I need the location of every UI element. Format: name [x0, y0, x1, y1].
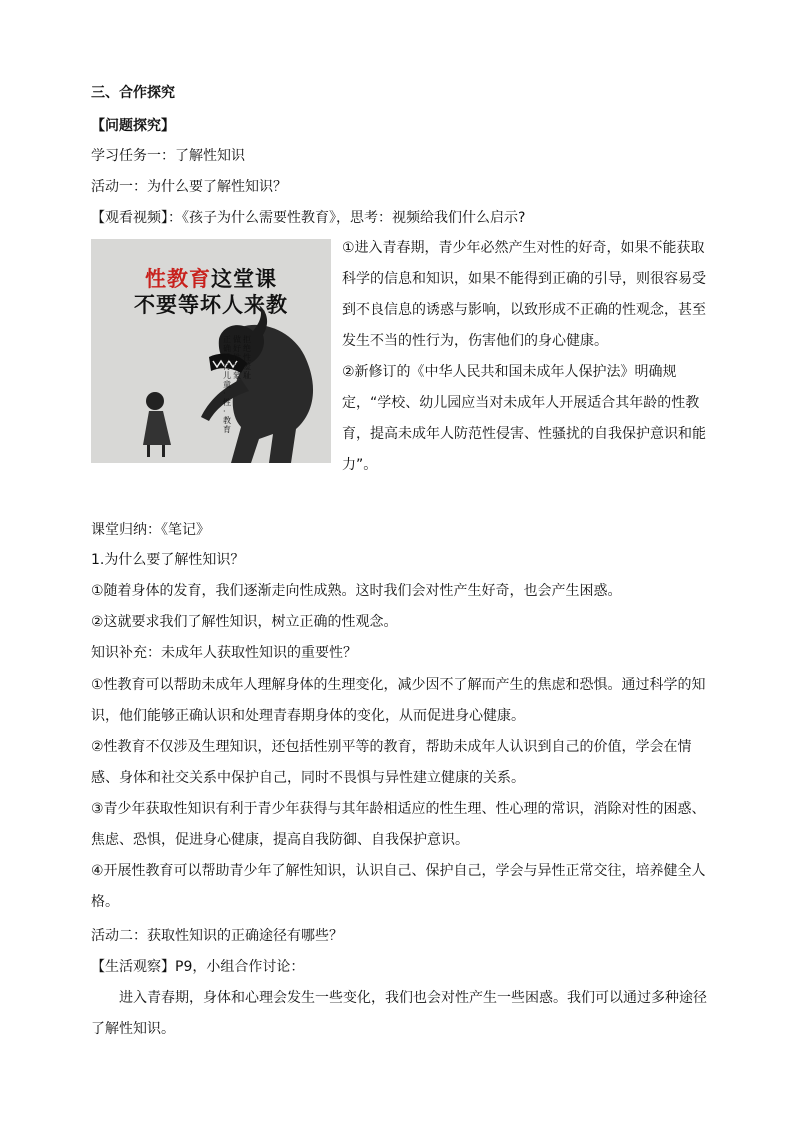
supplement-point-1: ①性教育可以帮助未成年人理解身体的生理变化，减少因不了解而产生的焦虑和恐惧。通过科学的知识，他们能够正确认识和处理青春期身体的变化，从而促进身心健康。	[91, 677, 706, 724]
video-point-2: ②新修订的《中华人民共和国未成年人保护法》明确规定，“学校、幼儿园应当对未成年人开展适合其年龄的性教育，提高未成年人防范性侵害、性骚扰的自我保护意识和能力”。	[342, 364, 706, 473]
poster-headline-1: 性教育这堂课	[145, 267, 277, 291]
sex-education-poster-image	[91, 239, 331, 463]
supplement-point-2: ②性教育不仅涉及生理知识，还包括性别平等的教育，帮助未成年人认识到自己的价值，学会在情感、身体和社交关系中保护自己，同时不畏惧与异性建立健康的关系。	[91, 739, 692, 786]
activity2-heading: 活动二：获取性知识的正确途径有哪些？	[91, 928, 343, 944]
summary-title: 课堂归纳：《笔记》	[91, 522, 210, 538]
question-1: 1.为什么要了解性知识？	[91, 552, 245, 568]
watch-video-prompt: 【观看视频】：《孩子为什么需要性教育》，思考：视频给我们什么启示?	[91, 210, 526, 226]
video-point-1: ①进入青春期，青少年必然产生对性的好奇，如果不能获取科学的信息和知识，如果不能得到正确的引导，则很容易受到不良信息的诱惑与影响，以致形成不正确的性观念，甚至发生不当的性行为，伤害他们的身心健康。	[342, 240, 706, 349]
poster-illustration	[91, 239, 331, 463]
task1-heading: 学习任务一：了解性知识	[91, 148, 245, 164]
life-observation-heading: 【生活观察】P9，小组合作讨论：	[91, 959, 305, 975]
supplement-title: 知识补充：未成年人获取性知识的重要性？	[91, 645, 357, 661]
q1-point-1: ①随着身体的发育，我们逐渐走向性成熟。这时我们会对性产生好奇，也会产生困惑。	[91, 583, 622, 599]
activity1-heading: 活动一：为什么要了解性知识？	[91, 179, 287, 195]
q1-point-2: ②这就要求我们了解性知识，树立正确的性观念。	[91, 614, 398, 630]
poster-vertical-text-1: 拒绝性羞耻	[243, 335, 251, 380]
poster-vertical-text-3: 正确看待儿童·性·教育	[223, 335, 231, 434]
poster-headline-2: 不要等坏人来教	[134, 293, 288, 317]
supplement-point-4: ④开展性教育可以帮助青少年了解性知识，认识自己、保护自己，学会与异性正常交往，培养健全人格。	[91, 863, 706, 910]
problem-inquiry-heading: 【问题探究】	[91, 118, 175, 134]
poster-vertical-text-2: 做好性启蒙	[233, 335, 241, 380]
supplement-point-3: ③青少年获取性知识有利于青少年获得与其年龄相适应的性生理、性心理的常识，消除对性的困惑、焦虑、恐惧，促进身心健康，提高自我防御、自我保护意识。	[91, 801, 706, 848]
final-paragraph: 进入青春期，身体和心理会发生一些变化，我们也会对性产生一些困惑。我们可以通过多种途径了解性知识。	[91, 990, 707, 1037]
section-title: 三、合作探究	[91, 85, 175, 101]
